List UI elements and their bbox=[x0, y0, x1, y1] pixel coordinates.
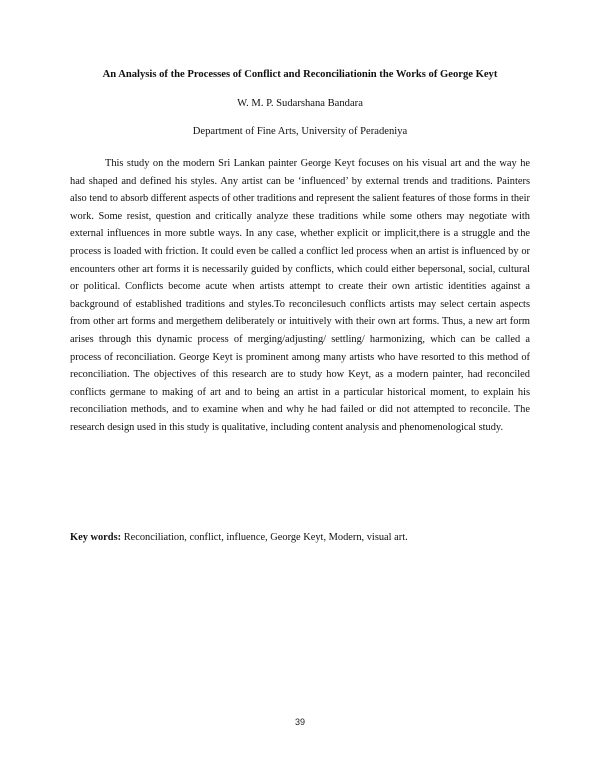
keywords-label: Key words: bbox=[70, 532, 122, 543]
author-name: W. M. P. Sudarshana Bandara bbox=[237, 98, 363, 109]
page-number: 39 bbox=[294, 717, 305, 727]
keywords-list: Reconciliation, conflict, influence, George Keyt, Modern, visual art. bbox=[121, 532, 408, 543]
keywords-line bbox=[70, 531, 530, 545]
author-affiliation: Department of Fine Arts, University of Peradeniya bbox=[192, 126, 408, 137]
paper-title: An Analysis of the Processes of Conflict and Reconciliationin the Works of George Keyt bbox=[102, 69, 498, 80]
abstract-paragraph: This study on the modern Sri Lankan painter George Keyt focuses on his visual art and the way he had shaped and defined his styles. Any artist can be ‘influenced’ by external trends and traditions. Painters also tend to absorb different aspects of other traditions and represent the salient features of those forms in their work. Some resist, question and critically analyze these traditions while some others may negotiate with external influences in more subtle ways. In any case, whether explicit or implicit,there is a struggle and the process is loaded with friction. It could even be called a conflict led process when an artist is influenced by or encounters other art forms it is necessarily guided by conflicts, which could either bepersonal, social, cultural or political. Conflicts become acute when artists attempt to create their own artistic identities against a background of established traditions and styles.To reconcilesuch conflicts artists may select certain aspects from other art forms and mergethem deliberately or intuitively with their own art forms. Thus, a new art form arises through this dynamic process of merging/adjusting/ settling/ harmonizing, which can be called a process of reconciliation. George Keyt is prominent among many artists who have resorted to this method of reconciliation. The objectives of this research are to study how Keyt, as a modern painter, had reconciled conflicts germane to making of art and to being an artist in a particular historical moment, to explain his reconciliation methods, and to examine when and why he had failed or did not attempted to reconcile. The research design used in this study is qualitative, including content analysis and phenomenological study. bbox=[70, 158, 530, 433]
